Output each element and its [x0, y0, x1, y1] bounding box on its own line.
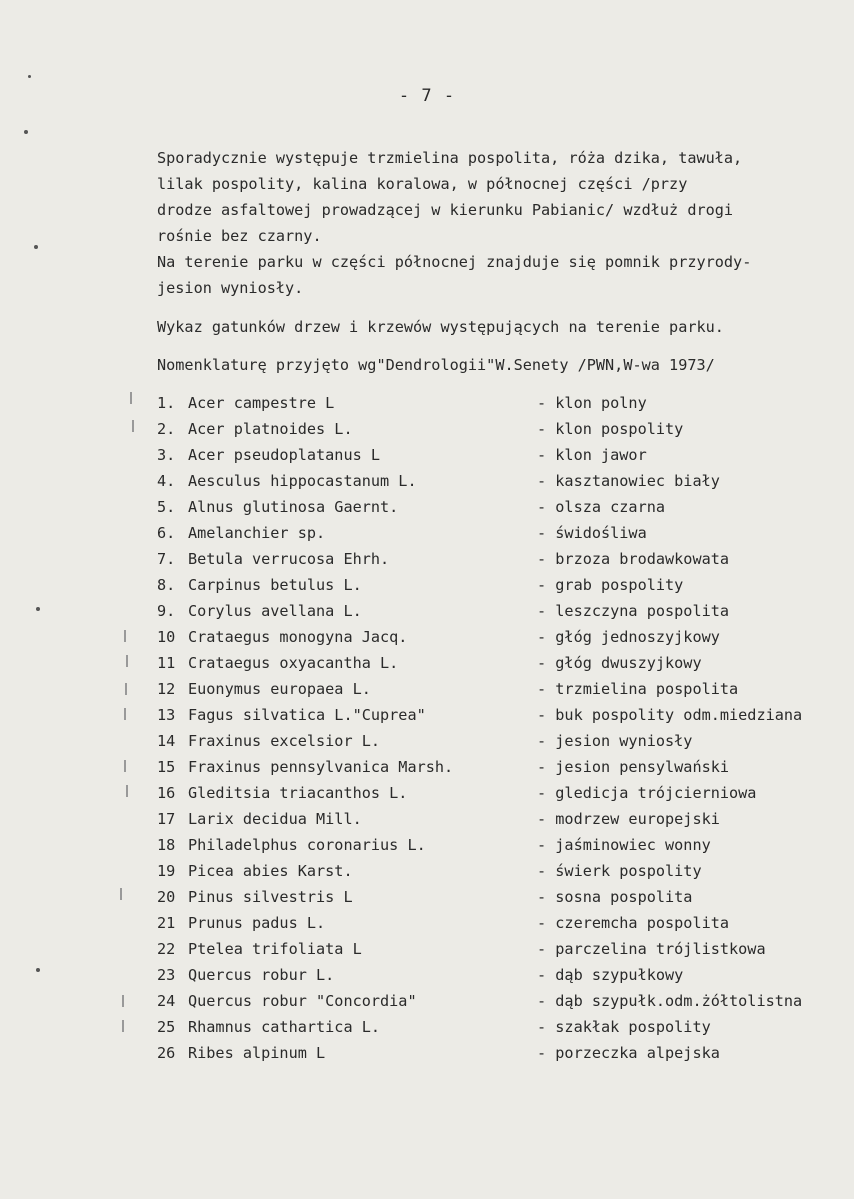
species-number: 4.: [157, 472, 176, 490]
species-number: 8.: [157, 576, 176, 594]
species-polish-name: - parczelina trójlistkowa: [537, 940, 766, 958]
species-latin-name: Corylus avellana L.: [188, 602, 362, 620]
species-latin-name: Amelanchier sp.: [188, 524, 326, 542]
margin-tick: [126, 655, 128, 667]
species-polish-name: - głóg dwuszyjkowy: [537, 654, 702, 672]
species-row: [157, 546, 852, 572]
species-polish-name: - sosna pospolita: [537, 888, 693, 906]
species-row: [157, 416, 852, 442]
species-row: [157, 884, 852, 910]
species-polish-name: - buk pospolity odm.miedziana: [537, 706, 803, 724]
species-polish-name: - brzoza brodawkowata: [537, 550, 730, 568]
species-polish-name: - dąb szypułkowy: [537, 966, 684, 984]
species-row: [157, 676, 852, 702]
species-row: [157, 702, 852, 728]
species-polish-name: - porzeczka alpejska: [537, 1044, 720, 1062]
species-number: 1.: [157, 394, 176, 412]
species-number: 12: [157, 680, 176, 698]
margin-tick: [132, 420, 134, 432]
species-list: [157, 390, 852, 1066]
species-row: [157, 572, 852, 598]
species-polish-name: - leszczyna pospolita: [537, 602, 730, 620]
species-polish-name: - świdośliwa: [537, 524, 647, 542]
species-latin-name: Gleditsia triacanthos L.: [188, 784, 408, 802]
species-latin-name: Pinus silvestris L: [188, 888, 353, 906]
species-row: [157, 832, 852, 858]
species-latin-name: Crataegus monogyna Jacq.: [188, 628, 408, 646]
species-row: [157, 520, 852, 546]
species-polish-name: - grab pospolity: [537, 576, 684, 594]
species-latin-name: Ptelea trifoliata L: [188, 940, 362, 958]
species-latin-name: Crataegus oxyacantha L.: [188, 654, 399, 672]
margin-tick: [124, 760, 126, 772]
species-number: 9.: [157, 602, 176, 620]
species-latin-name: Ribes alpinum L: [188, 1044, 326, 1062]
species-latin-name: Larix decidua Mill.: [188, 810, 362, 828]
species-number: 23: [157, 966, 176, 984]
species-number: 25: [157, 1018, 176, 1036]
species-polish-name: - głóg jednoszyjkowy: [537, 628, 720, 646]
species-latin-name: Philadelphus coronarius L.: [188, 836, 426, 854]
species-number: 15: [157, 758, 176, 776]
species-latin-name: Prunus padus L.: [188, 914, 326, 932]
species-row: [157, 1040, 852, 1066]
margin-tick: [130, 392, 132, 404]
species-number: 19: [157, 862, 176, 880]
species-number: 22: [157, 940, 176, 958]
species-row: [157, 624, 852, 650]
species-polish-name: - modrzew europejski: [537, 810, 720, 828]
species-number: 2.: [157, 420, 176, 438]
species-latin-name: Aesculus hippocastanum L.: [188, 472, 417, 490]
species-latin-name: Betula verrucosa Ehrh.: [188, 550, 390, 568]
species-row: [157, 390, 852, 416]
species-number: 17: [157, 810, 176, 828]
margin-tick: [126, 785, 128, 797]
margin-tick: [124, 708, 126, 720]
species-latin-name: Acer pseudoplatanus L: [188, 446, 381, 464]
species-polish-name: - gledicja trójcierniowa: [537, 784, 757, 802]
species-polish-name: - szakłak pospolity: [537, 1018, 711, 1036]
margin-dot: [28, 75, 31, 78]
species-latin-name: Quercus robur L.: [188, 966, 335, 984]
species-number: 6.: [157, 524, 176, 542]
species-polish-name: - jaśminowiec wonny: [537, 836, 711, 854]
species-row: [157, 858, 852, 884]
species-polish-name: - kasztanowiec biały: [537, 472, 720, 490]
list-title: Wykaz gatunków drzew i krzewów występujących na terenie parku.: [157, 318, 724, 336]
margin-tick: [122, 1020, 124, 1032]
species-polish-name: - klon pospolity: [537, 420, 684, 438]
species-number: 20: [157, 888, 176, 906]
species-row: [157, 910, 852, 936]
species-row: [157, 754, 852, 780]
margin-tick: [124, 630, 126, 642]
species-number: 24: [157, 992, 176, 1010]
species-polish-name: - klon jawor: [537, 446, 647, 464]
species-number: 5.: [157, 498, 176, 516]
species-row: [157, 962, 852, 988]
species-polish-name: - klon polny: [537, 394, 647, 412]
margin-tick: [125, 683, 127, 695]
intro-line: lilak pospolity, kalina koralowa, w północnej części /przy: [157, 175, 688, 193]
species-polish-name: - jesion pensylwański: [537, 758, 730, 776]
margin-dot: [24, 130, 28, 134]
species-row: [157, 494, 852, 520]
species-number: 10: [157, 628, 176, 646]
intro-line: Na terenie parku w części północnej znajduje się pomnik przyrody-: [157, 253, 752, 271]
intro-line: rośnie bez czarny.: [157, 227, 322, 245]
species-number: 13: [157, 706, 176, 724]
intro-line: jesion wyniosły.: [157, 279, 304, 297]
margin-dot: [36, 968, 40, 972]
intro-line: Sporadycznie występuje trzmielina pospolita, róża dzika, tawuła,: [157, 149, 743, 167]
species-polish-name: - świerk pospolity: [537, 862, 702, 880]
species-row: [157, 728, 852, 754]
species-row: [157, 442, 852, 468]
species-number: 14: [157, 732, 176, 750]
species-number: 11: [157, 654, 176, 672]
species-number: 21: [157, 914, 176, 932]
species-latin-name: Rhamnus cathartica L.: [188, 1018, 381, 1036]
species-row: [157, 468, 852, 494]
species-row: [157, 936, 852, 962]
species-latin-name: Fraxinus excelsior L.: [188, 732, 381, 750]
species-latin-name: Alnus glutinosa Gaernt.: [188, 498, 399, 516]
species-latin-name: Quercus robur "Concordia": [188, 992, 417, 1010]
species-latin-name: Carpinus betulus L.: [188, 576, 362, 594]
species-latin-name: Acer campestre L: [188, 394, 335, 412]
margin-tick: [122, 995, 124, 1007]
margin-dot: [36, 607, 40, 611]
species-latin-name: Euonymus europaea L.: [188, 680, 371, 698]
species-row: [157, 806, 852, 832]
species-polish-name: - olsza czarna: [537, 498, 666, 516]
species-number: 16: [157, 784, 176, 802]
species-number: 18: [157, 836, 176, 854]
species-latin-name: Fraxinus pennsylvanica Marsh.: [188, 758, 454, 776]
page-number: - 7 -: [398, 86, 456, 106]
species-polish-name: - trzmielina pospolita: [537, 680, 739, 698]
species-latin-name: Acer platnoides L.: [188, 420, 353, 438]
species-latin-name: Fagus silvatica L."Cuprea": [188, 706, 426, 724]
species-row: [157, 598, 852, 624]
intro-line: drodze asfaltowej prowadzącej w kierunku Pabianic/ wzdłuż drogi: [157, 201, 734, 219]
species-polish-name: - jesion wyniosły: [537, 732, 693, 750]
species-number: 7.: [157, 550, 176, 568]
species-polish-name: - czeremcha pospolita: [537, 914, 730, 932]
intro-paragraph: [157, 145, 847, 301]
species-polish-name: - dąb szypułk.odm.żółtolistna: [537, 992, 803, 1010]
species-row: [157, 1014, 852, 1040]
margin-tick: [120, 888, 122, 900]
species-row: [157, 988, 852, 1014]
species-row: [157, 650, 852, 676]
species-number: 3.: [157, 446, 176, 464]
nomenclature-note: Nomenklaturę przyjęto wg"Dendrologii"W.Senety /PWN,W-wa 1973/: [157, 356, 715, 374]
margin-dot: [34, 245, 38, 249]
species-number: 26: [157, 1044, 176, 1062]
species-latin-name: Picea abies Karst.: [188, 862, 353, 880]
species-row: [157, 780, 852, 806]
